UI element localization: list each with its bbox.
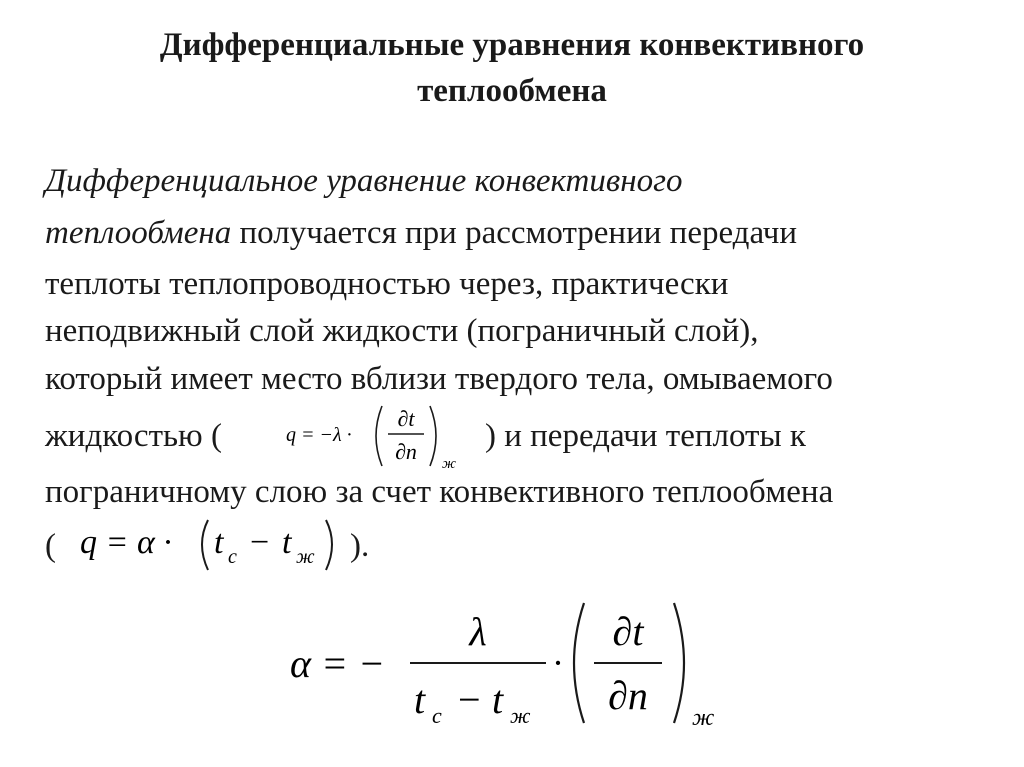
body-line-6-after: ) и передачи теплоты к	[485, 418, 806, 454]
eq1-left-paren	[376, 406, 382, 466]
equation-heat-transfer-coefficient	[282, 595, 742, 745]
body-line-3: теплоты теплопроводностью через, практически	[45, 266, 729, 302]
eq3-den-minus: −	[458, 677, 481, 722]
title-line-1: Дифференциальные уравнения конвективного	[159, 27, 865, 63]
eq1-right-paren	[430, 406, 436, 466]
eq2-t1-sub: с	[228, 546, 237, 568]
eq2-lhs: q = α ·	[80, 524, 172, 561]
equation-heat-conduction	[282, 396, 482, 476]
eq2-t2-sub: ж	[296, 546, 315, 568]
eq3-left-paren	[574, 603, 584, 723]
body-line-8-open: (	[45, 528, 56, 564]
body-line-6: жидкостью (	[45, 418, 222, 454]
eq3-den-t2: t	[492, 677, 504, 722]
eq3-dsub: ж	[692, 705, 715, 731]
title-line-2: теплообмена	[417, 73, 607, 109]
eq1-subscript: ж	[442, 456, 456, 472]
eq1-lhs: q = −λ ·	[286, 424, 352, 446]
body-line-8-close: ).	[350, 528, 370, 564]
eq3-numerator: λ	[469, 609, 487, 654]
body-line-1: Дифференциальное уравнение конвективного	[45, 163, 683, 199]
eq1-denominator: ∂n	[395, 439, 417, 464]
body-line-7: пограничному слою за счет конвективного теплообмена	[45, 474, 834, 510]
eq3-dnum: ∂t	[612, 609, 644, 654]
body-line-2-rest: получается при рассмотрении передачи	[231, 215, 798, 251]
eq3-right-paren	[674, 603, 684, 723]
eq2-t1: t	[214, 524, 224, 561]
eq3-den-t1: t	[414, 677, 426, 722]
eq3-den-t1-sub: с	[432, 703, 442, 728]
body-line-5: который имеет место вблизи твердого тела, омываемого	[45, 361, 833, 397]
eq3-dden: ∂n	[608, 673, 648, 718]
eq3-lhs: α = −	[290, 641, 385, 686]
slide-title	[0, 22, 1024, 114]
body-line-2	[45, 215, 797, 252]
eq3-den-t2-sub: ж	[510, 703, 531, 728]
eq2-right-paren	[326, 520, 332, 570]
eq2-t2: t	[282, 524, 292, 561]
eq2-minus: −	[250, 524, 270, 561]
equation-newton	[72, 508, 352, 576]
eq1-numerator: ∂t	[397, 406, 415, 431]
eq2-left-paren	[202, 520, 208, 570]
body-line-4: неподвижный слой жидкости (пограничный слой),	[45, 313, 759, 349]
body-line-2-italic: теплообмена	[45, 215, 232, 251]
eq3-dot: ·	[552, 643, 564, 683]
